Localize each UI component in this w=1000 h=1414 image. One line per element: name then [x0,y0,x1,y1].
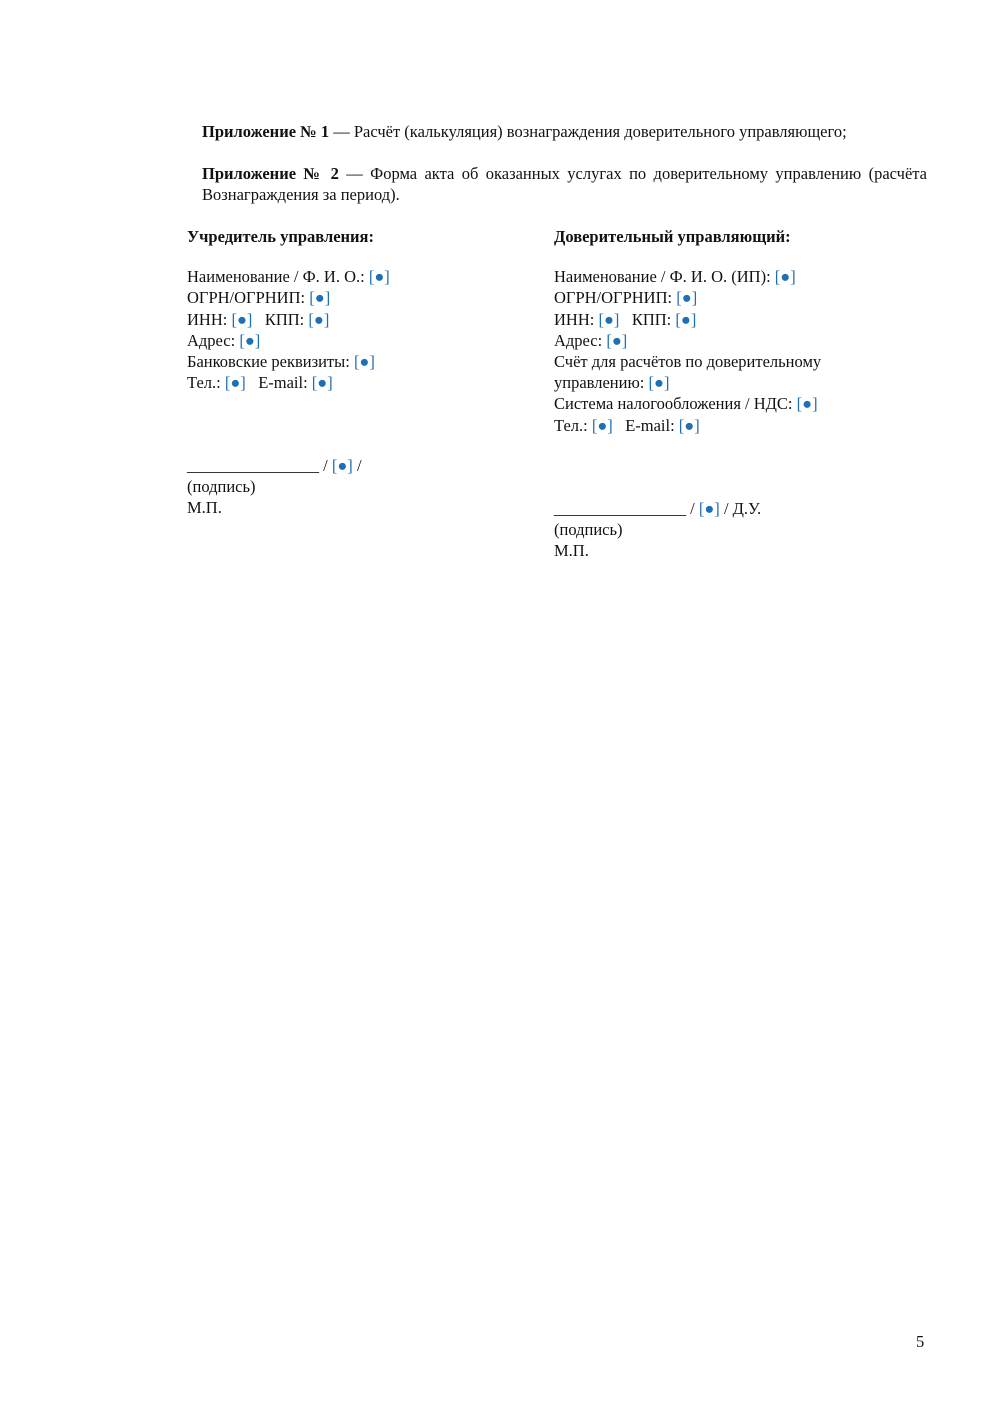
founder-email-label: E-mail: [258,373,312,393]
appendix-2 [202,163,927,205]
manager-inn-kpp-line [554,309,934,330]
founder-name-label: Наименование / Ф. И. О.: [187,267,369,287]
founder-kpp-label: КПП: [264,309,309,329]
manager-email-label: E-mail: [625,415,679,435]
manager-inn-placeholder: [●] [598,309,620,329]
founder-heading: Учредитель управления: [187,227,374,246]
manager-address-placeholder: [●] [606,330,628,350]
manager-stamp: М.П. [554,541,589,561]
founder-block [187,226,527,393]
manager-ogrn-label: ОГРН/ОГРНИП: [554,288,677,308]
founder-name-line [187,266,527,287]
founder-stamp: М.П. [187,498,222,518]
founder-address-placeholder: [●] [239,330,261,350]
founder-kpp-placeholder: [●] [308,309,330,329]
founder-address-label: Адрес: [187,330,240,350]
page-number: 5 [916,1332,925,1351]
founder-email-placeholder: [●] [311,373,333,393]
manager-name-placeholder: [●] [774,267,796,287]
appendix-1-label: Приложение № 1 [202,122,330,141]
manager-phone-placeholder: [●] [591,415,613,435]
manager-ogrn-placeholder: [●] [676,288,698,308]
founder-contact-line [187,372,527,393]
manager-name-label: Наименование / Ф. И. О. (ИП): [554,267,775,287]
manager-inn-label: ИНН: [554,309,599,329]
manager-signature-caption: (подпись) [554,520,623,540]
manager-signature-underscore: ________________ / [554,499,699,518]
manager-name-line [554,266,934,287]
founder-signature-block [187,455,362,519]
founder-phone-placeholder: [●] [224,373,246,393]
manager-tax-line [554,393,934,414]
manager-tax-label: Система налогообложения / НДС: [554,394,797,414]
founder-phone-label: Тел.: [187,373,225,393]
manager-account-label: управлению: [554,373,649,393]
manager-account-line-2 [554,372,934,393]
manager-ogrn-line [554,287,934,308]
founder-bank-label: Банковские реквизиты: [187,352,354,372]
founder-ogrn-line [187,287,527,308]
founder-inn-label: ИНН: [187,309,232,329]
manager-heading: Доверительный управляющий: [554,227,791,246]
founder-bank-placeholder: [●] [353,352,375,372]
manager-contact-line [554,415,934,436]
appendix-2-text: — Форма акта об оказанных услугах по доверительному управлению (расчёта Вознаграждения за период). [202,164,928,204]
manager-signature-placeholder: [●] [698,499,720,518]
founder-signature-underscore: ________________ / [187,456,332,475]
manager-phone-label: Тел.: [554,415,592,435]
appendix-1-text: — Расчёт (калькуляция) вознаграждения доверительного управляющего; [329,122,847,141]
founder-bank-line [187,351,527,372]
manager-block [554,226,934,436]
manager-signature-tail: / Д.У. [719,499,762,518]
founder-inn-placeholder: [●] [231,309,253,329]
founder-ogrn-placeholder: [●] [309,288,331,308]
founder-address-line [187,330,527,351]
manager-kpp-placeholder: [●] [675,309,697,329]
founder-signature-placeholder: [●] [331,456,353,475]
founder-signature-tail: / [352,456,362,475]
manager-signature-line [554,498,761,519]
appendix-2-label: Приложение № 2 [202,164,339,183]
manager-address-label: Адрес: [554,330,607,350]
manager-account-placeholder: [●] [648,373,670,393]
manager-kpp-label: КПП: [631,309,676,329]
appendix-1 [202,121,927,142]
founder-ogrn-label: ОГРН/ОГРНИП: [187,288,310,308]
manager-tax-placeholder: [●] [796,394,818,414]
manager-email-placeholder: [●] [678,415,700,435]
manager-signature-block [554,498,761,562]
founder-inn-kpp-line [187,309,527,330]
founder-name-placeholder: [●] [368,267,390,287]
founder-signature-line [187,455,362,476]
manager-address-line [554,330,934,351]
founder-signature-caption: (подпись) [187,477,256,497]
manager-account-line-1: Счёт для расчётов по доверительному [554,352,822,372]
